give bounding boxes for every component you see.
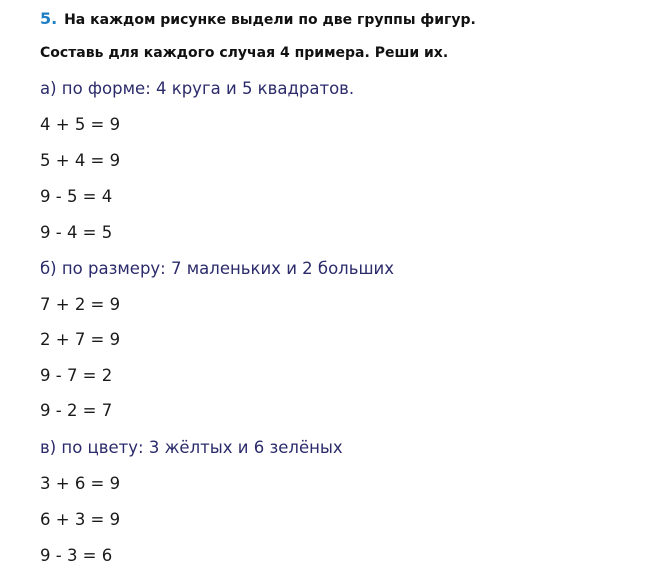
section-c-title: в) по цвету: 3 жёлтых и 6 зелёных [40,438,343,457]
section-a-example-2: 5 + 4 = 9 [40,151,121,170]
section-b-example-2: 2 + 7 = 9 [40,330,121,349]
task-number: 5. [40,9,58,28]
section-c-example-1: 3 + 6 = 9 [40,474,121,493]
section-a-example-4: 9 - 4 = 5 [40,223,113,242]
section-c-example-2: 6 + 3 = 9 [40,510,121,529]
section-b-example-1: 7 + 2 = 9 [40,295,121,314]
section-a-example-3: 9 - 5 = 4 [40,187,113,206]
task-subinstruction: Составь для каждого случая 4 примера. Реши их. [40,45,449,61]
section-c-example-3: 9 - 3 = 6 [40,546,113,565]
section-b-title: б) по размеру: 7 маленьких и 2 больших [40,259,395,278]
task-header [40,9,476,28]
section-b-example-4: 9 - 2 = 7 [40,401,113,420]
task-instruction: На каждом рисунке выдели по две группы фигур. [64,12,476,28]
section-b-example-3: 9 - 7 = 2 [40,366,113,385]
section-a-example-1: 4 + 5 = 9 [40,115,121,134]
section-a-title: а) по форме: 4 круга и 5 квадратов. [40,79,355,98]
